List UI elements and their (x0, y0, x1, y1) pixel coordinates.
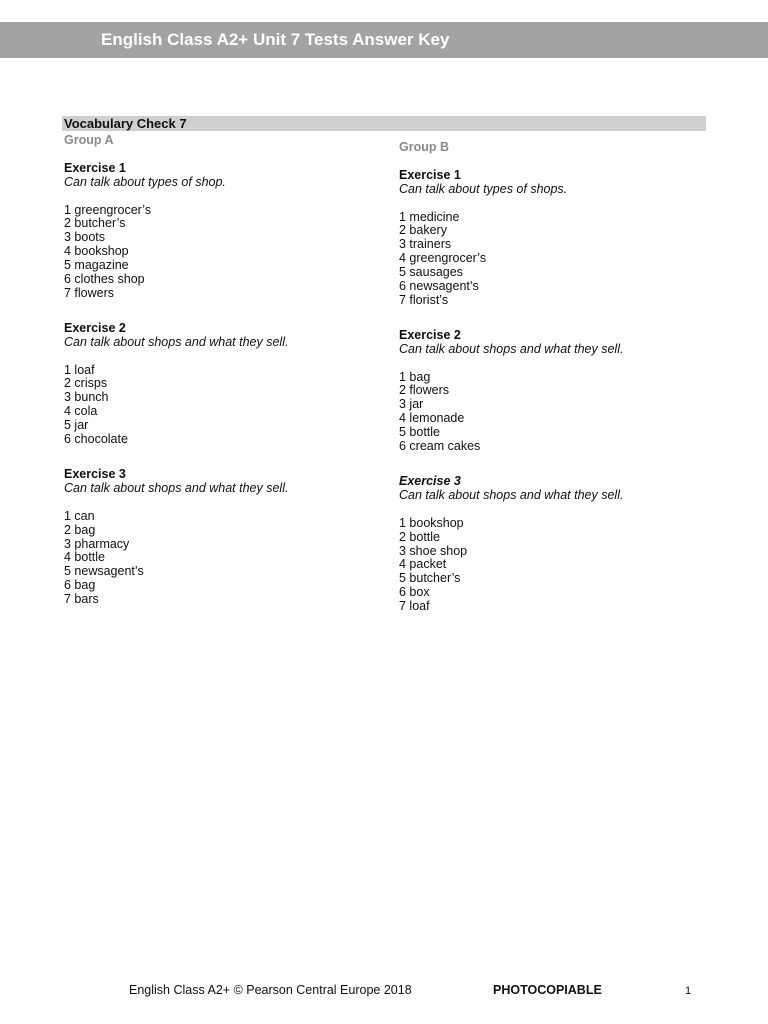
answer-item: 4 cola (64, 404, 98, 419)
footer-copyright: English Class A2+ © Pearson Central Europe 2018 (129, 983, 412, 997)
answer-item: 7 loaf (399, 599, 430, 614)
answer-item: 4 bookshop (64, 244, 129, 259)
exercise-description: Can talk about shops and what they sell. (64, 334, 289, 349)
answer-item: 3 boots (64, 230, 106, 245)
answer-item: 3 trainers (399, 237, 452, 252)
group-a-column (64, 134, 364, 607)
exercise-2 (399, 329, 699, 454)
answer-item: 3 bunch (64, 390, 109, 405)
answer-item: 3 jar (399, 397, 424, 412)
answer-item: 5 butcher’s (399, 571, 461, 586)
answer-item: 3 shoe shop (399, 543, 468, 558)
answer-item: 2 flowers (399, 383, 450, 398)
answer-item: 6 cream cakes (399, 439, 481, 454)
answer-item: 7 flowers (64, 285, 115, 300)
answer-item: 2 bottle (399, 529, 441, 544)
exercise-title: Exercise 3 (399, 473, 461, 488)
page-title: English Class A2+ Unit 7 Tests Answer Key (101, 30, 450, 49)
answer-item: 1 greengrocer’s (64, 202, 152, 217)
answer-list (64, 364, 364, 447)
answer-item: 1 bag (399, 369, 431, 384)
answer-item: 2 bakery (399, 223, 447, 238)
answer-item: 1 can (64, 508, 95, 523)
answer-item: 2 crisps (64, 376, 108, 391)
answer-item: 2 butcher’s (64, 216, 126, 231)
exercise-description: Can talk about types of shop. (64, 174, 226, 189)
exercise-title: Exercise 2 (399, 327, 461, 342)
exercise-2 (64, 322, 364, 447)
section-title: Vocabulary Check 7 (64, 116, 187, 131)
answer-item: 4 lemonade (399, 411, 465, 426)
answer-item: 1 medicine (399, 209, 460, 224)
exercise-description: Can talk about shops and what they sell. (399, 487, 624, 502)
answer-list (64, 204, 364, 301)
answer-item: 6 bag (64, 578, 96, 593)
answer-list (399, 517, 699, 614)
answer-list (399, 211, 699, 308)
answer-item: 5 magazine (64, 258, 129, 273)
exercise-description: Can talk about shops and what they sell. (399, 341, 624, 356)
exercise-title: Exercise 3 (64, 466, 126, 481)
answer-item: 4 bottle (64, 550, 106, 565)
exercise-title: Exercise 2 (64, 320, 126, 335)
exercise-1 (399, 169, 699, 308)
answer-item: 1 bookshop (399, 515, 464, 530)
exercise-3 (64, 468, 364, 607)
answer-item: 4 packet (399, 557, 447, 572)
answer-item: 2 bag (64, 522, 96, 537)
exercise-1 (64, 162, 364, 301)
answer-item: 6 chocolate (64, 432, 128, 447)
exercise-description: Can talk about types of shops. (399, 181, 568, 196)
answer-item: 5 sausages (399, 265, 463, 280)
group-label: Group B (399, 140, 449, 154)
footer-notice: PHOTOCOPIABLE (493, 983, 602, 997)
exercise-title: Exercise 1 (399, 167, 461, 182)
group-label: Group A (64, 133, 114, 147)
group-b-column (399, 141, 699, 614)
page-number: 1 (685, 985, 692, 997)
answer-item: 5 jar (64, 418, 89, 433)
exercise-title: Exercise 1 (64, 160, 126, 175)
exercise-description: Can talk about shops and what they sell. (64, 480, 289, 495)
answer-item: 7 florist’s (399, 292, 449, 307)
answer-item: 3 pharmacy (64, 536, 130, 551)
answer-item: 6 newsagent’s (399, 279, 479, 294)
answer-item: 4 greengrocer’s (399, 251, 487, 266)
section-bar (62, 116, 706, 131)
answer-item: 5 bottle (399, 425, 441, 440)
answer-item: 1 loaf (64, 362, 95, 377)
answer-item: 7 bars (64, 592, 99, 607)
answer-list (64, 510, 364, 607)
header-bar (0, 22, 768, 58)
answer-item: 6 clothes shop (64, 272, 145, 287)
answer-list (399, 371, 699, 454)
answer-item: 5 newsagent’s (64, 564, 144, 579)
exercise-3 (399, 475, 699, 614)
answer-item: 6 box (399, 585, 430, 600)
